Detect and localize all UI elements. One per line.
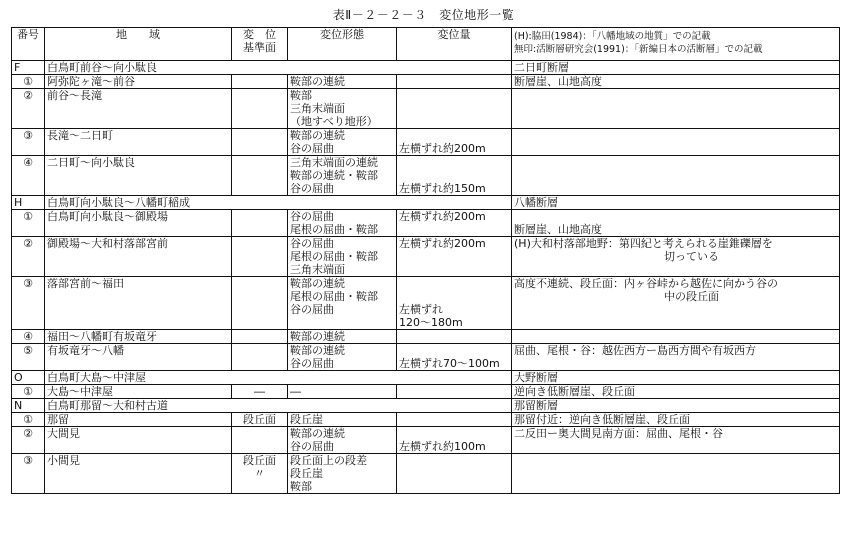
ref-line: 段丘面 (243, 454, 276, 467)
item-amount (397, 75, 512, 89)
item-amount (397, 237, 512, 277)
amount-line: 左横ずれ約200m (399, 237, 486, 250)
table-row (12, 344, 840, 371)
form-line: 谷の屈曲 (290, 210, 334, 223)
item-area: 有坂竜牙～八幡 (45, 344, 232, 371)
amount-line: 左横ずれ約200m (399, 210, 486, 223)
ref-line (234, 344, 285, 357)
table-row (12, 454, 840, 494)
amount-line (399, 277, 509, 290)
table-row (12, 210, 840, 237)
amount-line: 左横ずれ (399, 303, 443, 316)
note-line (514, 156, 837, 169)
note-line (514, 440, 837, 453)
ref-line (234, 169, 285, 182)
note-line (514, 454, 837, 467)
item-ref-surface (232, 156, 288, 196)
amount-line (399, 427, 509, 440)
item-ref-surface (232, 277, 288, 330)
ref-line (234, 182, 285, 195)
item-note (512, 454, 840, 494)
amount-line: 120～180m (399, 316, 463, 329)
amount-line (399, 467, 509, 480)
note-line (514, 263, 837, 276)
item-number: ① (12, 385, 45, 399)
amount-line (399, 223, 509, 236)
item-number: ③ (12, 129, 45, 156)
item-area: 大島～中津屋 (45, 385, 232, 399)
item-note (512, 413, 840, 427)
form-line: 尾根の屈曲・鞍部 (290, 250, 378, 263)
ref-line (234, 142, 285, 155)
amount-line (399, 75, 509, 88)
item-amount (397, 344, 512, 371)
note-line: 切っている (664, 250, 719, 263)
item-form (288, 385, 397, 399)
header-amount: 変位量 (397, 28, 512, 61)
item-amount (397, 156, 512, 196)
item-amount (397, 330, 512, 344)
note-line (514, 182, 837, 195)
item-number: ⑤ (12, 344, 45, 371)
item-area: 白鳥町向小駄良～御殿場 (45, 210, 232, 237)
item-note (512, 277, 840, 330)
note-line (514, 330, 837, 343)
group-row (12, 399, 840, 413)
item-ref-surface (232, 89, 288, 129)
amount-line (399, 454, 509, 467)
item-ref-surface (232, 413, 288, 427)
item-number: ④ (12, 156, 45, 196)
item-note (512, 427, 840, 454)
item-amount (397, 385, 512, 399)
header-note-line2: 無印:活断層研究会(1991)：「新編日本の活断層」での記載 (514, 44, 763, 55)
note-line (514, 480, 837, 493)
item-form (288, 413, 397, 427)
group-area: 白鳥町那留～大和村古道 (45, 399, 512, 413)
item-number: ④ (12, 330, 45, 344)
ref-line: ― (254, 385, 265, 398)
item-note (512, 156, 840, 196)
table-row (12, 330, 840, 344)
table-row (12, 427, 840, 454)
item-number: ① (12, 75, 45, 89)
item-area: 大間見 (45, 427, 232, 454)
ref-line (234, 129, 285, 142)
ref-line (234, 102, 285, 115)
note-line (514, 210, 837, 223)
note-line (514, 467, 837, 480)
group-code: F (12, 61, 45, 75)
group-area: 白鳥町向小駄良～八幡町稲成 (45, 196, 512, 210)
ref-line (234, 303, 285, 316)
form-line: 尾根の屈曲・鞍部 (290, 290, 378, 303)
note-line: 断層崖、山地高度 (514, 223, 602, 236)
item-form (288, 427, 397, 454)
form-line: ― (290, 385, 301, 398)
table-row (12, 89, 840, 129)
item-amount (397, 427, 512, 454)
ref-line (234, 250, 285, 263)
table-row (12, 75, 840, 89)
item-amount (397, 210, 512, 237)
form-line: 鞍部 (290, 480, 312, 493)
ref-line (234, 89, 285, 102)
form-line: 鞍部の連続 (290, 344, 345, 357)
fault-name: 二日町断層 (512, 61, 840, 75)
ref-line (234, 75, 285, 88)
ref-line: 段丘面 (243, 413, 276, 426)
ref-line (234, 427, 285, 440)
item-ref-surface (232, 344, 288, 371)
group-area: 白鳥町大島～中津屋 (45, 371, 512, 385)
item-ref-surface (232, 237, 288, 277)
header-note-line1: (H):脇田(1984)：「八幡地域の地質」での記載 (514, 31, 711, 42)
item-note (512, 210, 840, 237)
amount-line (399, 129, 509, 142)
form-line: 三角末端面 (290, 263, 345, 276)
header-ref (232, 28, 288, 61)
note-line (514, 102, 837, 115)
table-row (12, 385, 840, 399)
ref-line (234, 156, 285, 169)
item-note (512, 237, 840, 277)
note-line: 那留付近：逆向き低断層崖、段丘面 (514, 413, 690, 426)
item-number: ② (12, 89, 45, 129)
item-form (288, 210, 397, 237)
form-line: 谷の屈曲 (290, 440, 334, 453)
item-note (512, 344, 840, 371)
note-line (514, 129, 837, 142)
item-amount (397, 413, 512, 427)
item-ref-surface (232, 385, 288, 399)
item-ref-surface (232, 129, 288, 156)
amount-line: 左横ずれ約150m (399, 182, 486, 195)
item-number: ③ (12, 454, 45, 494)
item-note (512, 385, 840, 399)
form-line (290, 316, 394, 329)
form-line: 三角末端面の連続 (290, 156, 378, 169)
amount-line (399, 156, 509, 169)
group-area: 白鳥町前谷～向小駄良 (45, 61, 512, 75)
item-area: 二日町～向小駄良 (45, 156, 232, 196)
form-line: 段丘崖 (290, 467, 323, 480)
note-line: 二反田ー奥大間見南方面：屈曲、尾根・谷 (514, 427, 723, 440)
table-row (12, 237, 840, 277)
item-ref-surface (232, 210, 288, 237)
header-ref-line1: 変 位 (243, 28, 276, 41)
item-note (512, 129, 840, 156)
form-line: 段丘面上の段差 (290, 454, 367, 467)
header-num: 番号 (12, 28, 45, 61)
fault-name: 大野断層 (512, 371, 840, 385)
amount-line (399, 169, 509, 182)
table-row (12, 129, 840, 156)
amount-line (399, 250, 509, 263)
group-row (12, 371, 840, 385)
amount-line (399, 480, 509, 493)
group-code: N (12, 399, 45, 413)
item-form (288, 454, 397, 494)
table-title: 表Ⅱ－２－２－３ 変位地形一覧 (332, 8, 515, 22)
item-area: 那留 (45, 413, 232, 427)
amount-line (399, 102, 509, 115)
item-ref-surface (232, 454, 288, 494)
note-line: 高度不連続、段丘面：内ヶ谷峠から越佐に向かう谷の (514, 277, 778, 290)
item-amount (397, 277, 512, 330)
ref-line (234, 316, 285, 329)
ref-line (234, 115, 285, 128)
form-line: 谷の屈曲 (290, 357, 334, 370)
item-amount (397, 89, 512, 129)
form-line: 鞍部の連続 (290, 427, 345, 440)
item-form (288, 330, 397, 344)
form-line: 鞍部の連続 (290, 277, 345, 290)
item-number: ② (12, 427, 45, 454)
item-form (288, 75, 397, 89)
item-form (288, 156, 397, 196)
item-note (512, 89, 840, 129)
form-line: 鞍部 (290, 89, 312, 102)
note-line: (H)大和村落部地野：第四紀と考えられる崖錐礫層を (514, 237, 773, 250)
ref-line (234, 223, 285, 236)
fault-name: 八幡断層 (512, 196, 840, 210)
note-line: 断層崖、山地高度 (514, 75, 602, 88)
table-row (12, 156, 840, 196)
header-area: 地 域 (45, 28, 232, 61)
amount-line (399, 413, 509, 426)
item-number: ② (12, 237, 45, 277)
group-row (12, 61, 840, 75)
form-line: 鞍部の連続・鞍部 (290, 169, 378, 182)
form-line: 段丘崖 (290, 413, 323, 426)
group-code: O (12, 371, 45, 385)
amount-line (399, 89, 509, 102)
form-line: 谷の屈曲 (290, 237, 334, 250)
item-area: 前谷～長滝 (45, 89, 232, 129)
note-line (514, 142, 837, 155)
item-note (512, 330, 840, 344)
item-ref-surface (232, 427, 288, 454)
note-line (514, 316, 837, 329)
item-area: 福田～八幡町有坂竜牙 (45, 330, 232, 344)
note-line (514, 89, 837, 102)
item-number: ① (12, 413, 45, 427)
group-code: H (12, 196, 45, 210)
note-line: 中の段丘面 (664, 290, 719, 303)
ref-line (234, 330, 285, 343)
header-ref-line2: 基準面 (243, 41, 276, 54)
amount-line (399, 344, 509, 357)
amount-line (399, 263, 509, 276)
group-row (12, 196, 840, 210)
amount-line (399, 330, 509, 343)
item-ref-surface (232, 75, 288, 89)
item-note (512, 75, 840, 89)
item-form (288, 344, 397, 371)
amount-line: 左横ずれ約100m (399, 440, 486, 453)
item-area: 御殿場～大和村落部宮前 (45, 237, 232, 277)
displacement-landform-table (11, 27, 840, 494)
item-ref-surface (232, 330, 288, 344)
item-form (288, 237, 397, 277)
ref-line (234, 357, 285, 370)
form-line: 鞍部の連続 (290, 129, 345, 142)
fault-name: 那留断層 (512, 399, 840, 413)
item-form (288, 129, 397, 156)
note-line (514, 115, 837, 128)
form-line: 谷の屈曲 (290, 142, 334, 155)
item-form (288, 89, 397, 129)
ref-line (234, 277, 285, 290)
form-line: 尾根の屈曲・鞍部 (290, 223, 378, 236)
ref-line (234, 290, 285, 303)
ref-line (234, 237, 285, 250)
form-line: 三角末端面 (290, 102, 345, 115)
header-note (512, 28, 840, 61)
item-form (288, 277, 397, 330)
ref-line (234, 263, 285, 276)
item-area: 長滝～二日町 (45, 129, 232, 156)
item-number: ③ (12, 277, 45, 330)
form-line: 谷の屈曲 (290, 303, 334, 316)
ref-line: 〃 (254, 467, 265, 480)
note-line (514, 303, 837, 316)
note-line (514, 357, 837, 370)
form-line: （地すべり地形） (290, 115, 378, 128)
item-amount (397, 129, 512, 156)
note-line (514, 169, 837, 182)
item-amount (397, 454, 512, 494)
amount-line (399, 290, 509, 303)
item-area: 阿弥陀ヶ滝～前谷 (45, 75, 232, 89)
table-row (12, 413, 840, 427)
item-area: 小間見 (45, 454, 232, 494)
table-row (12, 277, 840, 330)
item-number: ① (12, 210, 45, 237)
ref-line (234, 440, 285, 453)
form-line: 鞍部の連続 (290, 330, 345, 343)
form-line: 鞍部の連続 (290, 75, 345, 88)
amount-line: 左横ずれ約200m (399, 142, 486, 155)
item-area: 落部宮前～福田 (45, 277, 232, 330)
header-row (12, 28, 840, 61)
form-line: 谷の屈曲 (290, 182, 334, 195)
ref-line (234, 480, 285, 493)
header-form: 変位形態 (288, 28, 397, 61)
ref-line (234, 210, 285, 223)
note-line: 逆向き低断層崖、段丘面 (514, 385, 635, 398)
amount-line (399, 385, 509, 398)
amount-line (399, 115, 509, 128)
note-line: 屈曲、尾根・谷：越佐西方ー島西方間や有坂西方 (514, 344, 756, 357)
amount-line: 左横ずれ70～100m (399, 357, 500, 370)
